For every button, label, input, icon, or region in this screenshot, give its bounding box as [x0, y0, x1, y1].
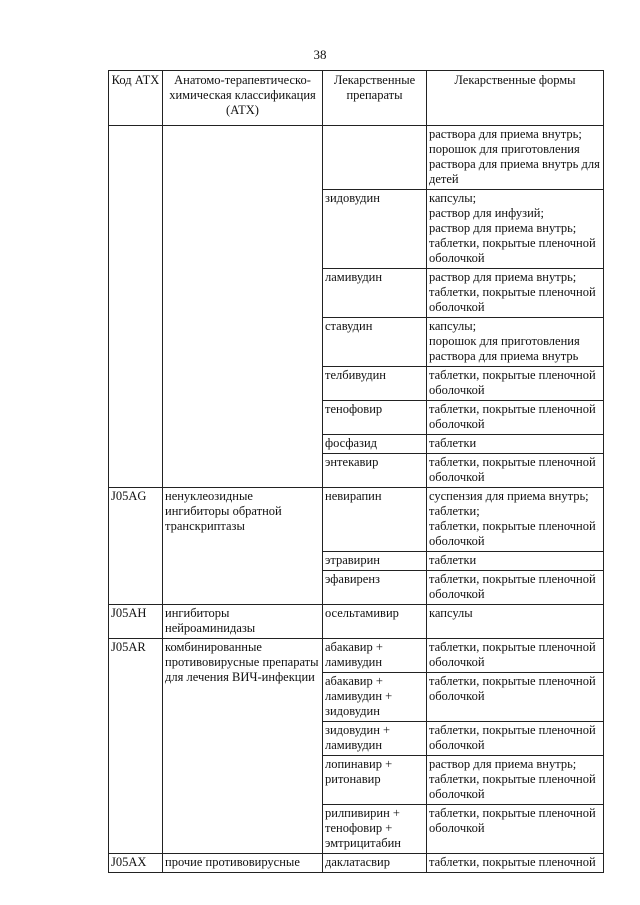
atx-classification-cell: ненуклеозидные ингибиторы обратной транскриптазы	[163, 488, 323, 605]
drug-name-cell: телбивудин	[323, 367, 427, 401]
dosage-forms-cell: капсулы; порошок для приготовления раствора для приема внутрь	[427, 318, 604, 367]
atx-classification-cell	[163, 126, 323, 488]
dosage-forms-cell: суспензия для приема внутрь; таблетки; таблетки, покрытые пленочной оболочкой	[427, 488, 604, 552]
dosage-forms-cell: таблетки, покрытые пленочной оболочкой	[427, 722, 604, 756]
atx-classification-cell: ингибиторы нейроаминидазы	[163, 605, 323, 639]
table-row	[109, 605, 604, 639]
drug-name-cell: абакавир + ламивудин + зидовудин	[323, 673, 427, 722]
drug-name-cell: невирапин	[323, 488, 427, 552]
dosage-forms-cell: таблетки	[427, 435, 604, 454]
dosage-forms-cell: раствор для приема внутрь; таблетки, покрытые пленочной оболочкой	[427, 269, 604, 318]
dosage-forms-cell: таблетки	[427, 552, 604, 571]
dosage-forms-cell: капсулы	[427, 605, 604, 639]
page-number: 38	[313, 47, 327, 62]
drug-name-cell: ставудин	[323, 318, 427, 367]
drug-name-cell: эфавиренз	[323, 571, 427, 605]
atx-table	[108, 70, 604, 873]
drug-name-cell: ламивудин	[323, 269, 427, 318]
atx-code-cell: J05AX	[109, 854, 163, 873]
dosage-forms-cell: раствор для приема внутрь; таблетки, покрытые пленочной оболочкой	[427, 756, 604, 805]
table-row	[109, 639, 604, 673]
drug-name-cell: фосфазид	[323, 435, 427, 454]
drug-name-cell: абакавир + ламивудин	[323, 639, 427, 673]
drug-name-cell: этравирин	[323, 552, 427, 571]
atx-code-cell	[109, 126, 163, 488]
atx-code-cell: J05AR	[109, 639, 163, 854]
dosage-forms-cell: таблетки, покрытые пленочной оболочкой	[427, 571, 604, 605]
drug-name-cell	[323, 126, 427, 190]
dosage-forms-cell: таблетки, покрытые пленочной оболочкой	[427, 639, 604, 673]
dosage-forms-cell: таблетки, покрытые пленочной	[427, 854, 604, 873]
header-atx-code: Код АТХ	[109, 71, 163, 126]
atx-classification-cell: прочие противовирусные	[163, 854, 323, 873]
table-row	[109, 488, 604, 552]
dosage-forms-cell: таблетки, покрытые пленочной оболочкой	[427, 805, 604, 854]
atx-code-cell: J05AH	[109, 605, 163, 639]
table-row	[109, 854, 604, 873]
atx-code-cell: J05AG	[109, 488, 163, 605]
header-drugs: Лекарственные препараты	[323, 71, 427, 126]
drug-name-cell: лопинавир + ритонавир	[323, 756, 427, 805]
table-row	[109, 126, 604, 190]
dosage-forms-cell: раствора для приема внутрь; порошок для приготовления раствора для приема внутрь для детей	[427, 126, 604, 190]
dosage-forms-cell: таблетки, покрытые пленочной оболочкой	[427, 367, 604, 401]
dosage-forms-cell: таблетки, покрытые пленочной оболочкой	[427, 454, 604, 488]
table-header-row	[109, 71, 604, 126]
header-dosage-forms: Лекарственные формы	[427, 71, 604, 126]
drug-name-cell: зидовудин + ламивудин	[323, 722, 427, 756]
drug-name-cell: зидовудин	[323, 190, 427, 269]
dosage-forms-cell: таблетки, покрытые пленочной оболочкой	[427, 673, 604, 722]
drug-name-cell: даклатасвир	[323, 854, 427, 873]
drug-name-cell: осельтамивир	[323, 605, 427, 639]
dosage-forms-cell: таблетки, покрытые пленочной оболочкой	[427, 401, 604, 435]
dosage-forms-cell: капсулы; раствор для инфузий; раствор для приема внутрь; таблетки, покрытые пленочной оболочкой	[427, 190, 604, 269]
drug-name-cell: рилпивирин + тенофовир + эмтрицитабин	[323, 805, 427, 854]
header-atx-classification: Анатомо-терапевтическо-химическая классификация (АТХ)	[163, 71, 323, 126]
table-body	[109, 126, 604, 873]
atx-classification-cell: комбинированные противовирусные препараты для лечения ВИЧ-инфекции	[163, 639, 323, 854]
drug-name-cell: энтекавир	[323, 454, 427, 488]
drug-name-cell: тенофовир	[323, 401, 427, 435]
